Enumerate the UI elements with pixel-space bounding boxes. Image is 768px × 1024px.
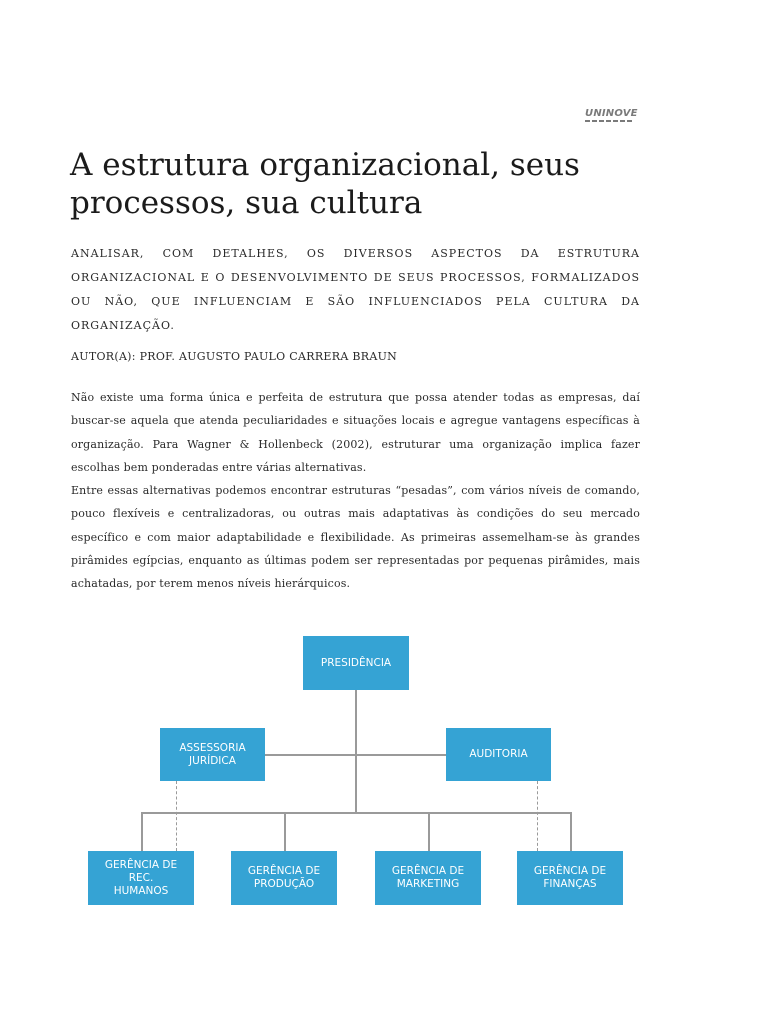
org-box-auditoria: AUDITORIA	[446, 728, 551, 781]
connector-dept-3	[428, 812, 430, 851]
connector-staff	[265, 754, 446, 756]
logo-bar	[585, 120, 633, 122]
dashed-connector-left	[176, 781, 177, 851]
author-line: AUTOR(A): PROF. AUGUSTO PAULO CARRERA BRAUN	[71, 350, 398, 363]
connector-dept-2	[284, 812, 286, 851]
org-box-assessoria-juridica: ASSESSORIA JURÍDICA	[160, 728, 265, 781]
org-box-gerencia-financas: GERÊNCIA DE FINANÇAS	[517, 851, 623, 905]
connector-trunk	[355, 690, 357, 813]
connector-departments	[141, 812, 571, 814]
connector-dept-4	[570, 812, 572, 851]
connector-dept-1	[141, 812, 143, 851]
body-text	[71, 386, 640, 596]
org-box-presidencia: PRESIDÊNCIA	[303, 636, 409, 690]
org-box-gerencia-producao: GERÊNCIA DE PRODUÇÃO	[231, 851, 337, 905]
org-box-gerencia-marketing: GERÊNCIA DE MARKETING	[375, 851, 481, 905]
uninove-logo	[585, 108, 641, 122]
logo-text: UNINOVE	[585, 108, 638, 119]
page-subtitle: ANALISAR, COM DETALHES, OS DIVERSOS ASPECTOS DA ESTRUTURA ORGANIZACIONAL E O DESENVOLVIMENTO DE SEUS PROCESSOS, FORMALIZADOS OU NÃO, QUE INFLUENCIAM E SÃO INFLUENCIADOS PELA CULTURA DA ORGANIZAÇÃO.	[71, 247, 640, 332]
paragraph-1: Não existe uma forma única e perfeita de estrutura que possa atender todas as empresas, daí buscar-se aquela que atenda peculiaridades e situações locais e agregue vantagens específicas à organização. Para Wagner & Hollenbeck (2002), estruturar uma organização implica fazer escolhas bem ponderadas entre várias alternativas.	[71, 391, 640, 474]
org-box-gerencia-rec-humanos: GERÊNCIA DE REC. HUMANOS	[88, 851, 194, 905]
paragraph-2: Entre essas alternativas podemos encontrar estruturas “pesadas”, com vários níveis de comando, pouco flexíveis e centralizadoras, ou outras mais adaptativas às condições do seu mercado específico e com maior adaptabilidade e flexibilidade. As primeiras assemelham-se às grandes pirâmides egípcias, enquanto as últimas podem ser representadas por pequenas pirâmides, mais achatadas, por terem menos níveis hierárquicos.	[71, 484, 640, 591]
page-title: A estrutura organizacional, seus processos, sua cultura	[70, 147, 580, 221]
dashed-connector-right	[537, 781, 538, 851]
